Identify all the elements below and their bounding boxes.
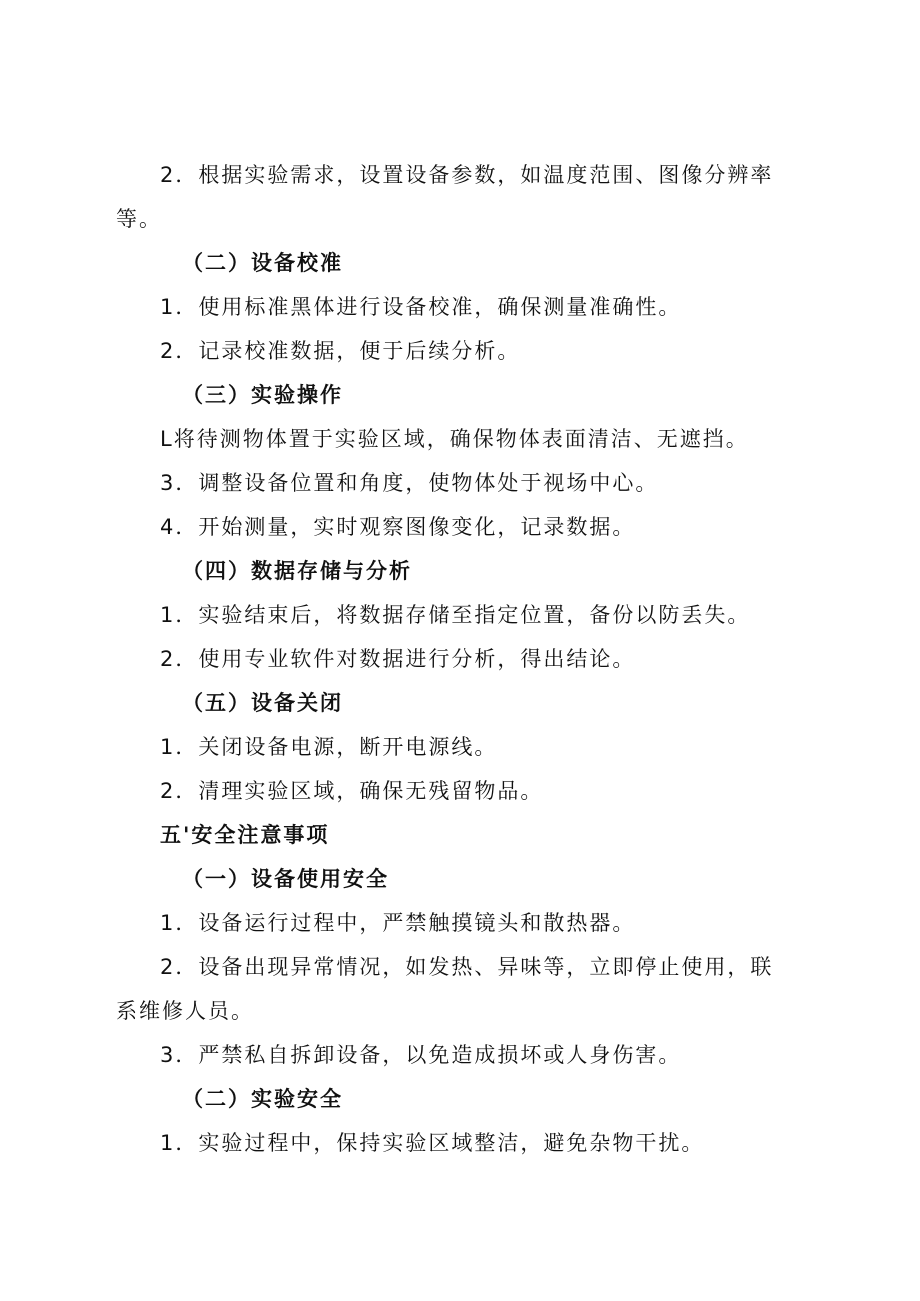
subheading: （一）设备使用安全 — [182, 867, 389, 891]
paragraph-line: 2．清理实验区域，确保无残留物品。 — [160, 779, 544, 803]
paragraph-line: 1．设备运行过程中，严禁触摸镜头和散热器。 — [160, 911, 636, 935]
paragraph-line: 系维修人员。 — [116, 999, 254, 1023]
paragraph-line: L将待测物体置于实验区域，确保物体表面清洁、无遮挡。 — [160, 427, 749, 451]
paragraph-line: 2．设备出现异常情况，如发热、异味等，立即停止使用，联 — [160, 955, 774, 979]
paragraph-line: 4．开始测量，实时观察图像变化，记录数据。 — [160, 515, 636, 539]
paragraph-line: 等。 — [116, 207, 162, 231]
paragraph-line: 2．使用专业软件对数据进行分析，得出结论。 — [160, 647, 636, 671]
paragraph-line: 3．严禁私自拆卸设备，以免造成损坏或人身伤害。 — [160, 1043, 682, 1067]
paragraph-line: 1．关闭设备电源，断开电源线。 — [160, 735, 498, 759]
paragraph-line: 1．实验过程中，保持实验区域整洁，避免杂物干扰。 — [160, 1131, 705, 1155]
paragraph-line: 2．记录校准数据，便于后续分析。 — [160, 339, 521, 363]
paragraph-line: 1．使用标准黑体进行设备校准，确保测量准确性。 — [160, 295, 682, 319]
subheading: （五）设备关闭 — [182, 691, 343, 715]
paragraph-line: 3．调整设备位置和角度，使物体处于视场中心。 — [160, 471, 659, 495]
paragraph-line: 1．实验结束后，将数据存储至指定位置，备份以防丢失。 — [160, 603, 751, 627]
subheading: （二）设备校准 — [182, 251, 343, 275]
subheading: （二）实验安全 — [182, 1087, 343, 1111]
subheading: （三）实验操作 — [182, 383, 343, 407]
subheading: （四）数据存储与分析 — [182, 559, 412, 583]
paragraph-line: 2．根据实验需求，设置设备参数，如温度范围、图像分辨率 — [160, 163, 774, 187]
section-heading: 五'安全注意事项 — [160, 823, 330, 847]
